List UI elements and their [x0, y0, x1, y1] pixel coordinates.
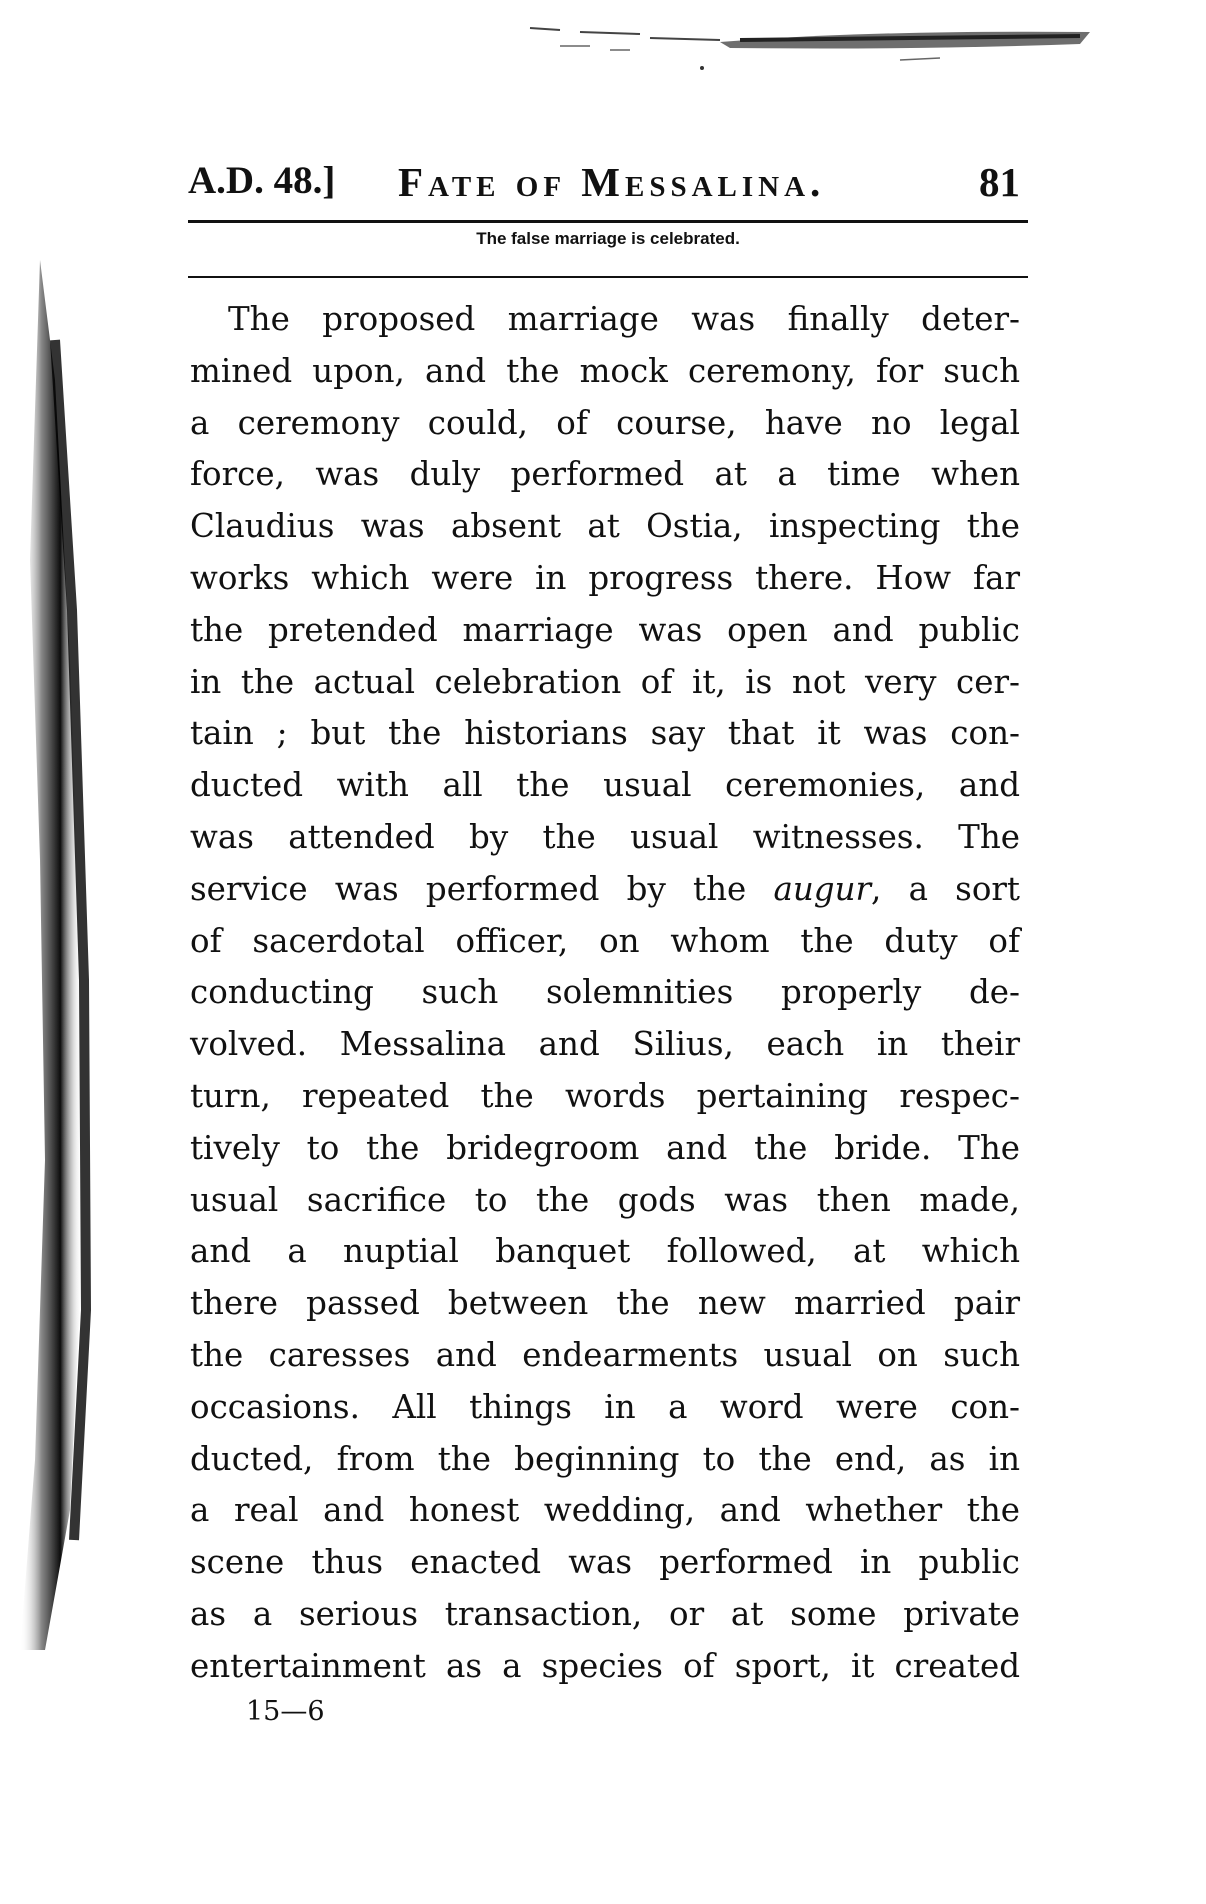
text-line: service was performed by the augur, a sort: [190, 869, 1020, 908]
text-line: was attended by the usual witnesses. The: [190, 817, 1020, 856]
scan-smudge: [520, 10, 1100, 70]
text-line: the caresses and endearments usual on such: [190, 1335, 1020, 1374]
body-paragraph: [190, 294, 1020, 1693]
text-line: usual sacrifice to the gods was then made,: [190, 1180, 1020, 1219]
text-line: tively to the bridegroom and the bride. The: [190, 1128, 1020, 1167]
text-line: conducting such solemnities properly de-: [190, 973, 1020, 1012]
text-line: turn, repeated the words pertaining respec-: [190, 1076, 1020, 1115]
header-rule-bottom: [188, 276, 1028, 278]
text-line: as a serious transaction, or at some private: [190, 1594, 1020, 1633]
text-line: of sacerdotal officer, on whom the duty of: [190, 921, 1020, 960]
text-line: a real and honest wedding, and whether the: [190, 1491, 1020, 1530]
text-line: ducted, from the beginning to the end, as in: [190, 1439, 1020, 1478]
text-line: Claudius was absent at Ostia, inspecting the: [190, 507, 1020, 546]
section-subheading: The false marriage is celebrated.: [476, 229, 740, 248]
text-line: ducted with all the usual ceremonies, and: [190, 766, 1020, 805]
text-line: and a nuptial banquet followed, at which: [190, 1232, 1020, 1271]
emphasized-word: augur: [773, 869, 872, 908]
text-line: the pretended marriage was open and public: [190, 610, 1020, 649]
header-rule-top: [188, 220, 1028, 223]
text-line: in the actual celebration of it, is not very cer-: [190, 662, 1020, 701]
text-line: scene thus enacted was performed in public: [190, 1543, 1020, 1582]
text-line: mined upon, and the mock ceremony, for such: [190, 351, 1020, 390]
text-line: force, was duly performed at a time when: [190, 455, 1020, 494]
text-line: entertainment as a species of sport, it created: [190, 1646, 1020, 1685]
text-line: works which were in progress there. How far: [190, 558, 1020, 597]
running-head: [188, 158, 1028, 210]
text-line: occasions. All things in a word were con-: [190, 1387, 1020, 1426]
text-line: volved. Messalina and Silius, each in their: [190, 1025, 1020, 1064]
text-line: a ceremony could, of course, have no legal: [190, 403, 1020, 442]
running-head-date: A.D. 48.]: [188, 159, 336, 202]
binding-shadow: [0, 260, 110, 1650]
signature-mark: 15—6: [246, 1696, 325, 1727]
text-line: there passed between the new married pair: [190, 1284, 1020, 1323]
running-head-title: Fate of Messalina.: [398, 159, 826, 205]
text-line: The proposed marriage was finally deter-: [228, 300, 1020, 338]
text-line: tain ; but the historians say that it was con-: [190, 714, 1020, 753]
page-number: 81: [979, 159, 1020, 205]
